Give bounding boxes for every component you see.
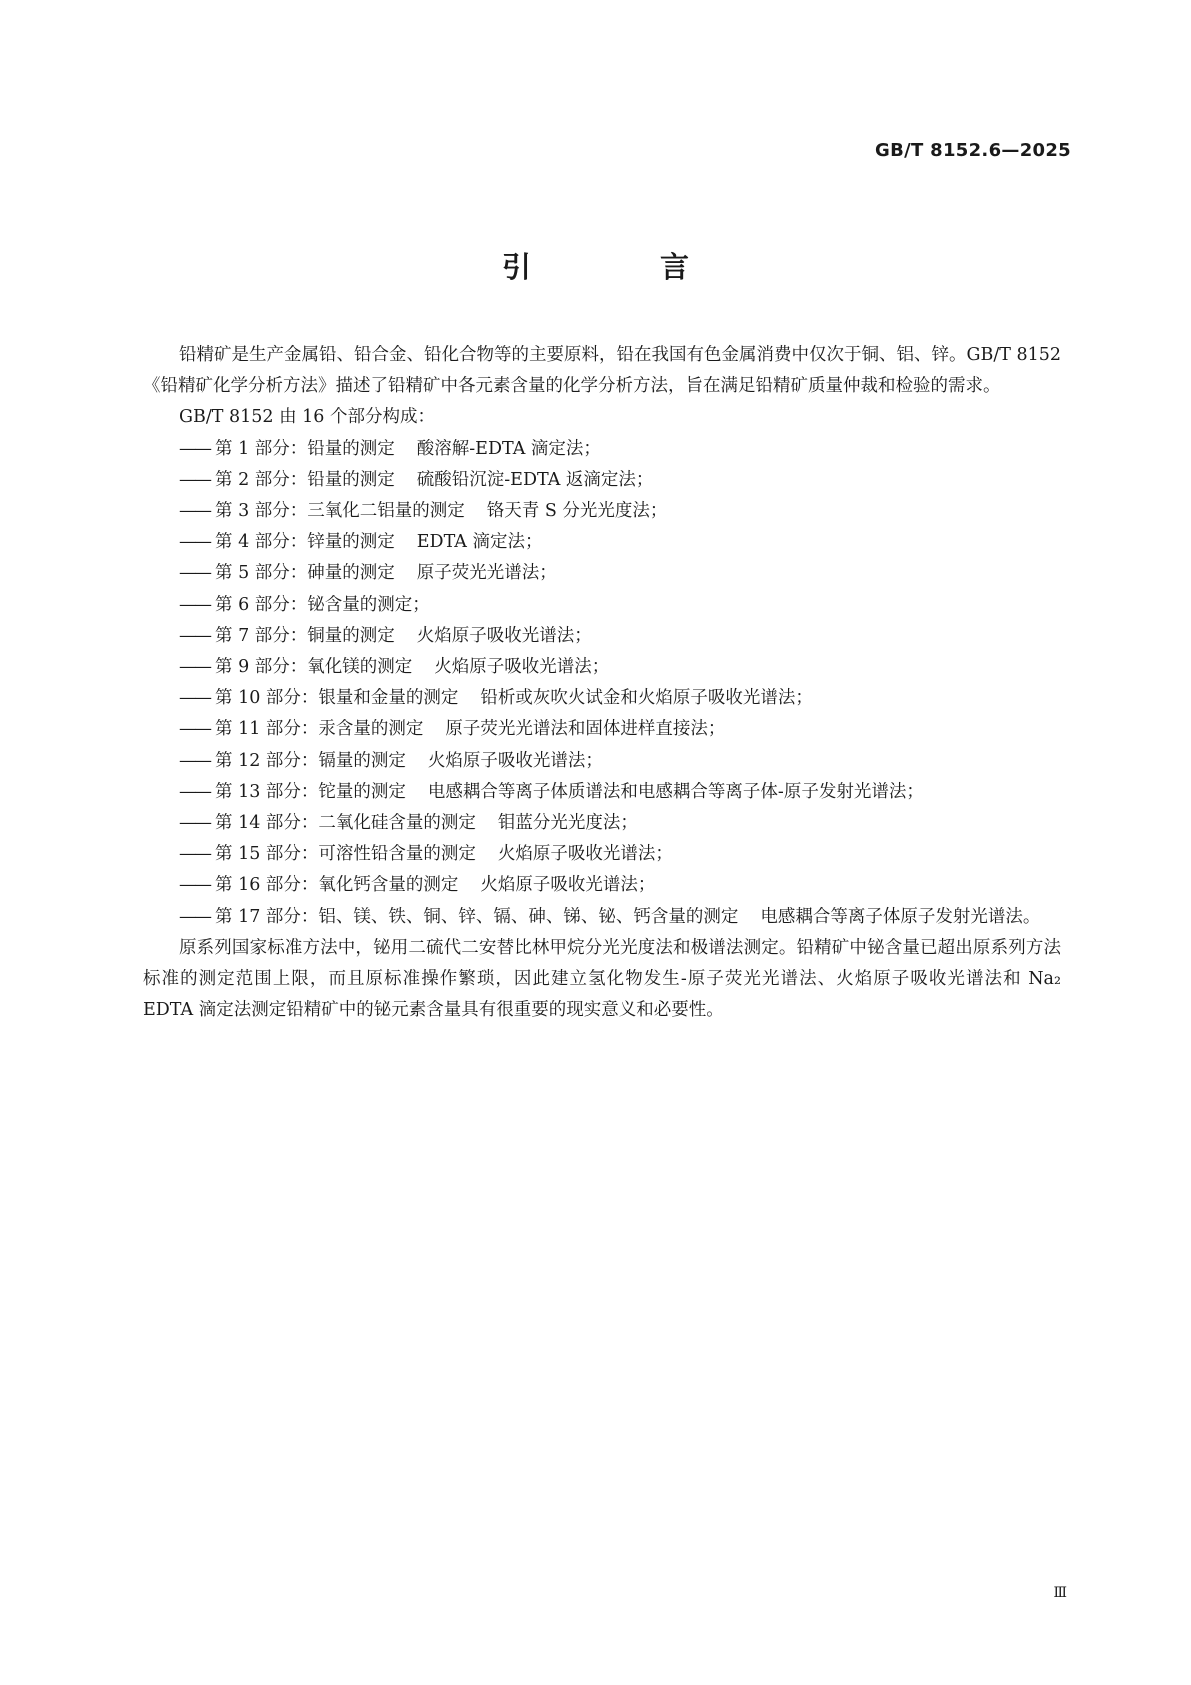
part-name: 第 9 部分：氧化镁的测定 bbox=[215, 657, 413, 678]
part-method: 火焰原子吸收光谱法； bbox=[416, 625, 592, 646]
part-method: 原子荧光光谱法和固体进样直接法； bbox=[445, 719, 726, 740]
part-name: 第 13 部分：铊量的测定 bbox=[215, 781, 406, 802]
dash-marker: —— bbox=[179, 875, 210, 896]
part-method: 电感耦合等离子体原子发射光谱法。 bbox=[760, 906, 1041, 927]
page-title: 引 言 bbox=[501, 250, 739, 284]
part-method: 硫酸铅沉淀-EDTA 返滴定法； bbox=[416, 469, 654, 490]
list-item bbox=[143, 527, 1061, 558]
list-item bbox=[143, 683, 1061, 714]
part-name: 第 10 部分：银量和金量的测定 bbox=[215, 688, 459, 709]
dash-marker: —— bbox=[179, 781, 210, 802]
dash-marker: —— bbox=[179, 501, 210, 522]
part-method: 钼蓝分光光度法； bbox=[497, 813, 638, 834]
part-method: 火焰原子吸收光谱法； bbox=[497, 844, 673, 865]
part-name: 第 7 部分：铜量的测定 bbox=[215, 625, 395, 646]
page-number: Ⅲ bbox=[1053, 1585, 1067, 1601]
part-method: 酸溶解-EDTA 滴定法； bbox=[416, 438, 601, 459]
list-item bbox=[143, 714, 1061, 745]
dash-marker: —— bbox=[179, 657, 210, 678]
dash-marker: —— bbox=[179, 438, 210, 459]
dash-marker: —— bbox=[179, 844, 210, 865]
part-name: 第 15 部分：可溶性铅含量的测定 bbox=[215, 844, 476, 865]
part-name: 第 3 部分：三氧化二铝量的测定 bbox=[215, 501, 465, 522]
part-name: 第 17 部分：铝、镁、铁、铜、锌、镉、砷、锑、铋、钙含量的测定 bbox=[215, 906, 739, 927]
dash-marker: —— bbox=[179, 625, 210, 646]
list-item bbox=[143, 652, 1061, 683]
list-item bbox=[143, 902, 1061, 933]
part-name: 第 14 部分：二氧化硅含量的测定 bbox=[215, 813, 476, 834]
part-method: 火焰原子吸收光谱法； bbox=[480, 875, 656, 896]
part-name: 第 6 部分：铋含量的测定； bbox=[215, 594, 430, 615]
list-item bbox=[143, 465, 1061, 496]
part-name: 第 12 部分：镉量的测定 bbox=[215, 750, 406, 771]
list-item bbox=[143, 746, 1061, 777]
intro-paragraph: 铅精矿是生产金属铅、铅合金、铅化合物等的主要原料，铅在我国有色金属消费中仅次于铜、铝、锌。GB/T 8152《铅精矿化学分析方法》描述了铅精矿中各元素含量的化学分析方法，旨在满足铅精矿质量仲裁和检验的需求。 bbox=[143, 345, 1062, 397]
part-name: 第 16 部分：氧化钙含量的测定 bbox=[215, 875, 459, 896]
list-item bbox=[143, 590, 1061, 621]
document-body bbox=[143, 340, 1061, 1026]
list-item bbox=[143, 777, 1061, 808]
part-method: 铅析或灰吹火试金和火焰原子吸收光谱法； bbox=[480, 688, 813, 709]
standard-code: GB/T 8152.6—2025 bbox=[875, 140, 1071, 161]
part-name: 第 5 部分：砷量的测定 bbox=[215, 563, 395, 584]
dash-marker: —— bbox=[179, 594, 210, 615]
part-method: EDTA 滴定法； bbox=[416, 532, 543, 553]
part-name: 第 2 部分：铅量的测定 bbox=[215, 469, 395, 490]
list-item bbox=[143, 808, 1061, 839]
part-method: 铬天青 S 分光光度法； bbox=[486, 501, 668, 522]
dash-marker: —— bbox=[179, 469, 210, 490]
dash-marker: —— bbox=[179, 563, 210, 584]
part-method: 火焰原子吸收光谱法； bbox=[427, 750, 603, 771]
dash-marker: —— bbox=[179, 813, 210, 834]
dash-marker: —— bbox=[179, 719, 210, 740]
list-item bbox=[143, 870, 1061, 901]
list-item bbox=[143, 839, 1061, 870]
part-name: 第 1 部分：铅量的测定 bbox=[215, 438, 395, 459]
list-item bbox=[143, 496, 1061, 527]
dash-marker: —— bbox=[179, 532, 210, 553]
part-method: 火焰原子吸收光谱法； bbox=[434, 657, 610, 678]
dash-marker: —— bbox=[179, 750, 210, 771]
part-method: 原子荧光光谱法； bbox=[416, 563, 557, 584]
part-name: 第 11 部分：汞含量的测定 bbox=[215, 719, 424, 740]
dash-marker: —— bbox=[179, 688, 210, 709]
part-method: 电感耦合等离子体质谱法和电感耦合等离子体-原子发射光谱法； bbox=[427, 781, 924, 802]
part-name: 第 4 部分：锌量的测定 bbox=[215, 532, 395, 553]
parts-list bbox=[143, 434, 1061, 933]
list-item bbox=[143, 621, 1061, 652]
list-item bbox=[143, 558, 1061, 589]
closing-paragraph: 原系列国家标准方法中，铋用二硫代二安替比林甲烷分光光度法和极谱法测定。铅精矿中铋含量已超出原系列方法标准的测定范围上限，而且原标准操作繁琐，因此建立氢化物发生-原子荧光光谱法、火焰原子吸收光谱法和 Na₂ EDTA 滴定法测定铅精矿中的铋元素含量具有很重要的现实意义和必要性。 bbox=[143, 937, 1061, 1021]
list-item bbox=[143, 434, 1061, 465]
composition-intro: GB/T 8152 由 16 个部分构成： bbox=[179, 407, 435, 428]
dash-marker: —— bbox=[179, 906, 210, 927]
